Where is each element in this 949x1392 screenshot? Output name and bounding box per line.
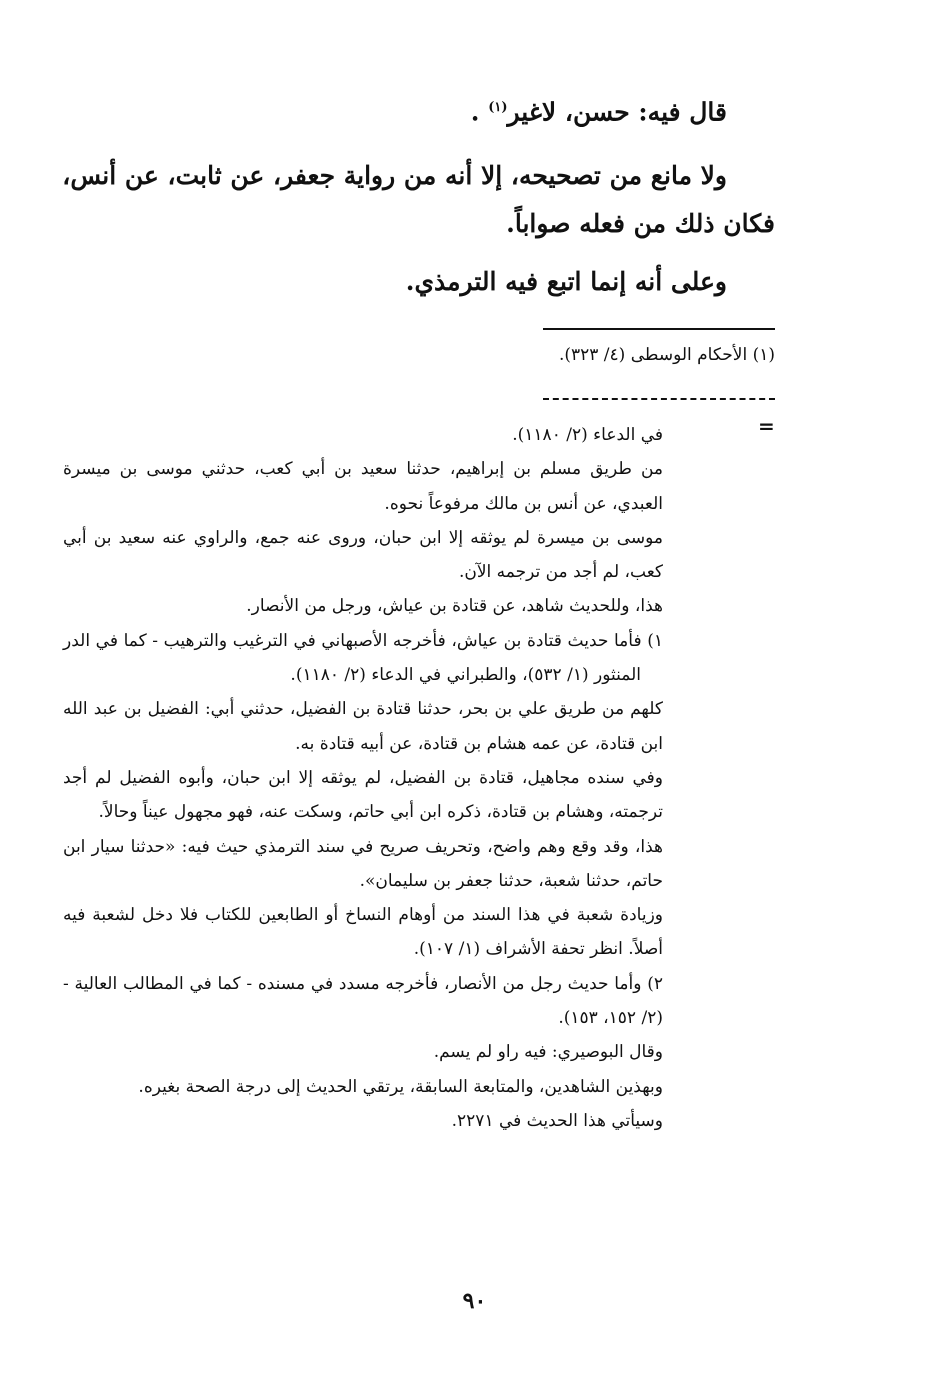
footnote-paragraph: وفي سنده مجاهيل، قتادة بن الفضيل، لم يوثقه إلا ابن حبان، وأبوه الفضيل لم أجد ترجمته، وهشام بن قتادة، ذكره ابن أبي حاتم، وسكت عنه، فهو مجهول عيناً وحالاً. xyxy=(63,767,663,823)
footnote-separator xyxy=(543,328,775,330)
main-text-line-1-body: قال فيه: حسن، لاغير xyxy=(507,97,727,127)
footnote-1: (١) الأحكام الوسطى (٤/ ٣٢٣). xyxy=(558,345,775,365)
main-text-line-3: فكان ذلك من فعله صواباً. xyxy=(506,209,775,238)
footnote-paragraph: وبهذين الشاهدين، والمتابعة السابقة، يرتقي الحديث إلى درجة الصحة بغيره. xyxy=(138,1076,663,1097)
footnote-paragraph: ١) فأما حديث قتادة بن عياش، فأخرجه الأصبهاني في الترغيب والترهيب - كما في الدر المنثور (١/ ٥٣٢)، والطبراني في الدعاء (٢/ ١١٨٠). xyxy=(63,630,663,686)
footnote-paragraph: كلهم من طريق علي بن بحر، حدثنا قتادة بن الفضيل، حدثني أبي: الفضيل بن عبد الله ابن قتادة، عن عمه هشام بن قتادة، عن أبيه قتادة به. xyxy=(63,699,663,754)
main-text-line-4: وعلى أنه إنما اتبع فيه الترمذي. xyxy=(405,267,727,296)
main-text-line-1-end: . xyxy=(470,97,489,127)
footnote-paragraph: وسيأتي هذا الحديث في ٢٢٧١. xyxy=(451,1110,663,1131)
continuation-mark: = xyxy=(758,414,775,438)
footnote-paragraph: هذا، وقد وقع وهم واضح، وتحريف صريح في سند الترمذي حيث فيه: «حدثنا سيار ابن حاتم، حدثنا شعبة، حدثنا جعفر بن سليمان». xyxy=(63,836,663,891)
footnote-reference: (١) xyxy=(488,100,508,115)
continued-footnote xyxy=(63,418,663,1138)
footnote-paragraph: وقال البوصيري: فيه راو لم يسم. xyxy=(433,1042,663,1063)
footnote-paragraph: موسى بن ميسرة لم يوثقه إلا ابن حبان، وروى عنه جمع، والراوي عنه سعيد بن أبي كعب، لم أجد من ترجمه الآن. xyxy=(63,527,663,583)
footnote-paragraph: هذا، وللحديث شاهد، عن قتادة بن عياش، ورجل من الأنصار. xyxy=(246,596,663,617)
footnote-paragraph: في الدعاء (٢/ ١١٨٠). xyxy=(512,425,663,445)
page-number: ٩٠ xyxy=(462,1288,487,1314)
main-text-line-1 xyxy=(471,88,727,132)
footnote-paragraph: وزيادة شعبة في هذا السند من أوهام النساخ أو الطابعين للكتاب فلا دخل لشعبة فيه أصلاً. انظر تحفة الأشراف (١/ ١٠٧). xyxy=(63,905,663,960)
main-text-line-2: ولا مانع من تصحيحه، إلا أنه من رواية جعفر، عن ثابت، عن أنس، xyxy=(62,161,727,190)
continuation-separator xyxy=(543,398,775,400)
footnote-paragraph: من طريق مسلم بن إبراهيم، حدثنا سعيد بن أبي كعب، حدثني موسى بن ميسرة العبدي، عن أنس بن مالك مرفوعاً نحوه. xyxy=(63,459,663,514)
footnote-paragraph: ٢) وأما حديث رجل من الأنصار، فأخرجه مسدد في مسنده - كما في المطالب العالية - (٢/ ١٥٢، ١٥٣). xyxy=(63,973,663,1029)
